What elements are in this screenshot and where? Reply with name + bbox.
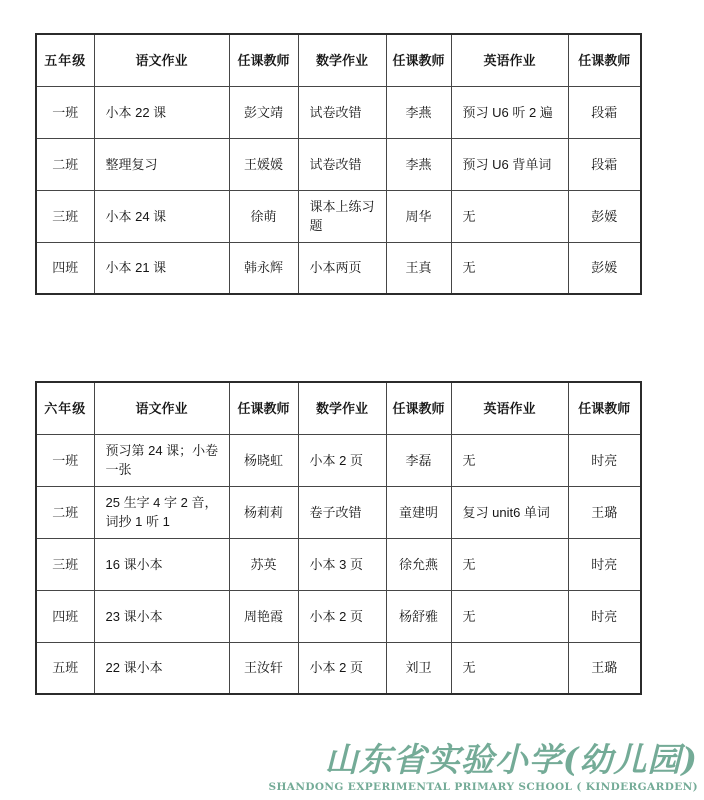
table-row bbox=[36, 486, 641, 538]
table-row bbox=[36, 538, 641, 590]
column-header-chinese-homework: 语文作业 bbox=[94, 382, 229, 434]
column-header-math-homework: 数学作业 bbox=[298, 34, 386, 86]
column-header-teacher: 任课教师 bbox=[568, 34, 641, 86]
teacher-name-cell: 李燕 bbox=[386, 138, 451, 190]
column-header-teacher: 任课教师 bbox=[386, 34, 451, 86]
homework-cell: 小本 3 页 bbox=[298, 538, 386, 590]
teacher-name-cell: 段霜 bbox=[568, 86, 641, 138]
class-name-cell: 一班 bbox=[36, 86, 94, 138]
homework-cell: 25 生字 4 字 2 音，词抄 1 听 1 bbox=[94, 486, 229, 538]
column-header-teacher: 任课教师 bbox=[568, 382, 641, 434]
teacher-name-cell: 王真 bbox=[386, 242, 451, 294]
homework-cell: 小本两页 bbox=[298, 242, 386, 294]
class-name-cell: 五班 bbox=[36, 642, 94, 694]
table-row bbox=[36, 434, 641, 486]
homework-cell: 卷子改错 bbox=[298, 486, 386, 538]
teacher-name-cell: 王璐 bbox=[568, 486, 641, 538]
homework-cell: 小本 2 页 bbox=[298, 590, 386, 642]
table-row bbox=[36, 642, 641, 694]
teacher-name-cell: 韩永辉 bbox=[229, 242, 298, 294]
table-row bbox=[36, 590, 641, 642]
homework-cell: 无 bbox=[451, 538, 568, 590]
school-logo bbox=[268, 741, 698, 794]
homework-cell: 试卷改错 bbox=[298, 138, 386, 190]
homework-cell: 复习 unit6 单词 bbox=[451, 486, 568, 538]
homework-cell: 预习第 24 课；小卷一张 bbox=[94, 434, 229, 486]
table-row bbox=[36, 138, 641, 190]
class-name-cell: 四班 bbox=[36, 590, 94, 642]
column-header-teacher: 任课教师 bbox=[229, 382, 298, 434]
table-row bbox=[36, 190, 641, 242]
column-header-teacher: 任课教师 bbox=[386, 382, 451, 434]
homework-cell: 预习 U6 背单词 bbox=[451, 138, 568, 190]
column-header-teacher: 任课教师 bbox=[229, 34, 298, 86]
homework-cell: 无 bbox=[451, 434, 568, 486]
column-header-english-homework: 英语作业 bbox=[451, 34, 568, 86]
homework-cell: 无 bbox=[451, 590, 568, 642]
homework-cell: 小本 22 课 bbox=[94, 86, 229, 138]
table-header-row bbox=[36, 34, 641, 86]
homework-cell: 23 课小本 bbox=[94, 590, 229, 642]
class-name-cell: 二班 bbox=[36, 486, 94, 538]
grade-header-cell: 六年级 bbox=[36, 382, 94, 434]
class-name-cell: 二班 bbox=[36, 138, 94, 190]
teacher-name-cell: 时亮 bbox=[568, 538, 641, 590]
table-header-row bbox=[36, 382, 641, 434]
grade-5-homework-table bbox=[35, 33, 642, 295]
teacher-name-cell: 杨舒雅 bbox=[386, 590, 451, 642]
teacher-name-cell: 徐允燕 bbox=[386, 538, 451, 590]
teacher-name-cell: 杨晓虹 bbox=[229, 434, 298, 486]
homework-cell: 预习 U6 听 2 遍 bbox=[451, 86, 568, 138]
homework-cell: 小本 2 页 bbox=[298, 642, 386, 694]
teacher-name-cell: 童建明 bbox=[386, 486, 451, 538]
table-row bbox=[36, 242, 641, 294]
column-header-chinese-homework: 语文作业 bbox=[94, 34, 229, 86]
teacher-name-cell: 徐萌 bbox=[229, 190, 298, 242]
teacher-name-cell: 时亮 bbox=[568, 590, 641, 642]
teacher-name-cell: 王汝轩 bbox=[229, 642, 298, 694]
homework-cell: 22 课小本 bbox=[94, 642, 229, 694]
homework-cell: 小本 21 课 bbox=[94, 242, 229, 294]
homework-cell: 试卷改错 bbox=[298, 86, 386, 138]
class-name-cell: 三班 bbox=[36, 538, 94, 590]
homework-cell: 16 课小本 bbox=[94, 538, 229, 590]
class-name-cell: 一班 bbox=[36, 434, 94, 486]
teacher-name-cell: 苏英 bbox=[229, 538, 298, 590]
homework-cell: 无 bbox=[451, 190, 568, 242]
teacher-name-cell: 周艳霞 bbox=[229, 590, 298, 642]
table-row bbox=[36, 86, 641, 138]
grade-header-cell: 五年级 bbox=[36, 34, 94, 86]
school-name-chinese: 山东省实验小学(幼儿园) bbox=[324, 740, 698, 779]
column-header-math-homework: 数学作业 bbox=[298, 382, 386, 434]
homework-cell: 小本 24 课 bbox=[94, 190, 229, 242]
teacher-name-cell: 周华 bbox=[386, 190, 451, 242]
grade-6-homework-table bbox=[35, 381, 642, 695]
school-name-english: SHANDONG EXPERIMENTAL PRIMARY SCHOOL ( KINDERGARDEN) bbox=[268, 781, 698, 793]
teacher-name-cell: 李燕 bbox=[386, 86, 451, 138]
teacher-name-cell: 刘卫 bbox=[386, 642, 451, 694]
teacher-name-cell: 彭文靖 bbox=[229, 86, 298, 138]
class-name-cell: 四班 bbox=[36, 242, 94, 294]
column-header-english-homework: 英语作业 bbox=[451, 382, 568, 434]
teacher-name-cell: 段霜 bbox=[568, 138, 641, 190]
homework-cell: 小本 2 页 bbox=[298, 434, 386, 486]
teacher-name-cell: 彭媛 bbox=[568, 242, 641, 294]
teacher-name-cell: 彭媛 bbox=[568, 190, 641, 242]
teacher-name-cell: 杨莉莉 bbox=[229, 486, 298, 538]
teacher-name-cell: 时亮 bbox=[568, 434, 641, 486]
homework-cell: 无 bbox=[451, 242, 568, 294]
homework-cell: 整理复习 bbox=[94, 138, 229, 190]
class-name-cell: 三班 bbox=[36, 190, 94, 242]
homework-cell: 课本上练习题 bbox=[298, 190, 386, 242]
teacher-name-cell: 王媛媛 bbox=[229, 138, 298, 190]
teacher-name-cell: 王璐 bbox=[568, 642, 641, 694]
teacher-name-cell: 李磊 bbox=[386, 434, 451, 486]
homework-cell: 无 bbox=[451, 642, 568, 694]
